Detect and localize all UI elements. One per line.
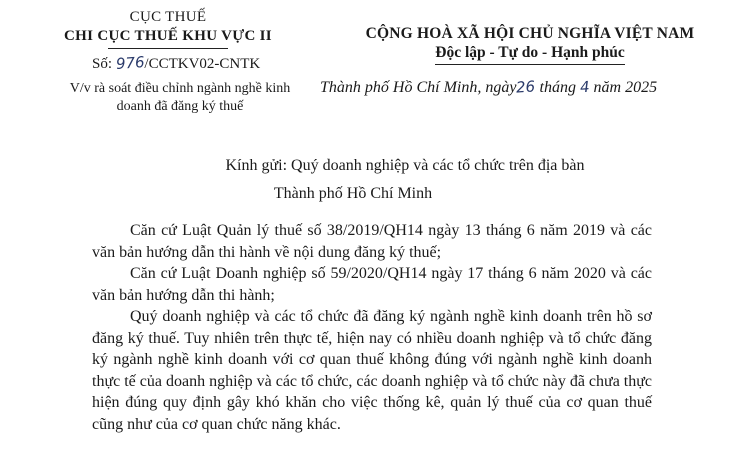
document-subject: V/v rà soát điều chỉnh ngành nghề kinh doanh đã đăng ký thuế xyxy=(69,81,291,114)
national-motto: Độc lập - Tự do - Hạnh phúc xyxy=(435,43,624,65)
place-date xyxy=(320,78,657,97)
doc-number-handwritten: 976 xyxy=(115,53,145,73)
recipient-line-1: Kính gửi: Quý doanh nghiệp và các tổ chức trên địa bàn xyxy=(225,157,585,174)
agency-parent: CỤC THUẾ xyxy=(129,9,207,25)
agency-underline xyxy=(108,48,228,49)
date-day-handwritten: 26 xyxy=(515,77,537,97)
doc-number-suffix: /CCTKV02-CNTK xyxy=(144,56,261,72)
body-paragraph: Căn cứ Luật Quản lý thuế số 38/2019/QH14 ngày 13 tháng 6 năm 2019 và các văn bản hướng dẫn thi hành về nội dung đăng ký thuế; xyxy=(92,222,652,261)
year-label: năm 2025 xyxy=(593,79,658,96)
place-text: Thành phố Hồ Chí Minh, ngày xyxy=(320,79,517,96)
agency-name: CHI CỤC THUẾ KHU VỰC II xyxy=(64,28,272,44)
document-number xyxy=(92,54,260,73)
recipient-line-2: Thành phố Hồ Chí Minh xyxy=(273,185,433,202)
month-label: tháng xyxy=(539,79,576,96)
document-body xyxy=(92,220,652,435)
date-month-handwritten: 4 xyxy=(579,77,591,97)
body-paragraph: Quý doanh nghiệp và các tổ chức đã đăng ký ngành nghề kinh doanh trên hồ sơ đăng ký thuế. Tuy nhiên trên thực tế, hiện nay có nhiều doanh nghiệp và tổ chức đăng ký ngành nghề kinh doanh với cơ quan thuế không đúng với ngành nghề kinh doanh thực tế của doanh nghiệp và các tổ chức, các doanh nghiệp và tổ chức này đã chưa thực hiện đúng quy định gây khó khăn cho việc thống kê, quản lý thuế của cơ quan thuế cũng như của cơ quan chức năng khác. xyxy=(92,308,653,433)
doc-number-prefix: Số: xyxy=(92,56,113,72)
body-paragraph: Căn cứ Luật Doanh nghiệp số 59/2020/QH14 ngày 17 tháng 6 năm 2020 và các văn bản hướng dẫn thi hành; xyxy=(92,265,652,304)
recipient-block xyxy=(0,154,750,206)
national-header-block xyxy=(315,24,745,65)
issuing-agency-block xyxy=(48,8,288,49)
national-title: CỘNG HOÀ XÃ HỘI CHỦ NGHĨA VIỆT NAM xyxy=(365,25,695,42)
